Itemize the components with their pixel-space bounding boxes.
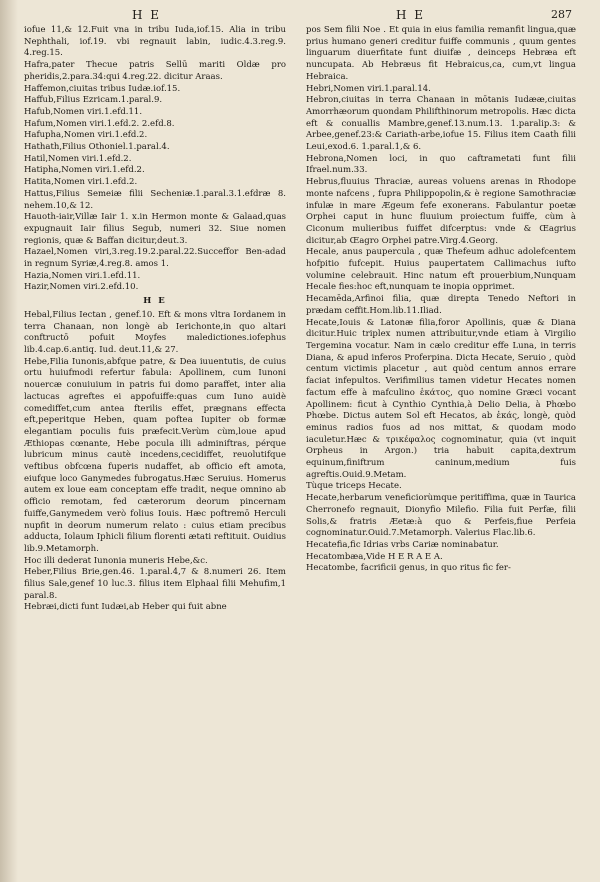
entry: Haffemon,ciuitas tribus Iudæ.iof.15. — [24, 83, 181, 94]
entry: Hecate,herbarum veneficiorùmque peritiffima, quæ in Taurica Cherronefo regnauit, Dionyfio Milefio. Filia fuit Perfæ, filii Solis,& fratris Æetæ:à quo & Perfeis,fiue Perfeia cognominatur.Ouid.7.Metamorph. Valerius Flac.lib.6. — [306, 493, 576, 539]
entry: Hoc illi dederat Iunonia muneris Hebe,&c. — [24, 555, 208, 566]
page-gutter-shadow — [0, 0, 18, 882]
right-column — [306, 25, 576, 575]
entry: Hafra,pater Thecue patris Sellū mariti Oldæ pro pheridis,2.para.34:qui 4.reg.22. dicitur Araas. — [24, 60, 286, 82]
entry: Hebræi,dicti funt Iudæi,ab Heber qui fuit abne — [24, 602, 227, 613]
entry: Hecatombæa,Vide H E R A E A. — [306, 551, 443, 562]
entry: Heber,Filius Brie,gen.46. 1.paral.4,7 & 8.numeri 26. Item filius Sale,genef 10 luc.3. filius item Elphaal filii Mehufim,1 paral.8. — [24, 567, 286, 601]
entry: Hafum,Nomen viri.1.efd.2. 2.efd.8. — [24, 118, 175, 129]
entry: Hecale, anus paupercula , quæ Thefeum adhuc adolefcentem hofpitio fufcepit. Huius paupertatem Callimachus iufto volumine celebrauit. Hinc natum eft prouerbium,Nunquam Hecale fies:hoc eft,nunquam te inopia opprimet. — [306, 247, 576, 293]
entry: iofue 11,& 12.Fuit vna in tribu Iuda,iof.15. Alia in tribu Nephthali, iof.19. vbi regnauit labin, iudic.4.3.reg.9. 4.reg.15. — [24, 25, 286, 59]
entry: Hatita,Nomen viri.1.efd.2. — [24, 177, 138, 188]
header-letter-right: H E — [396, 8, 426, 22]
entry: Hazir,Nomen viri.2.efd.10. — [24, 282, 139, 293]
entry: pos Sem filii Noe . Et quia in eius familia remanfit lingua,quæ prius humano generi creditur fuiffe communis , quum gentes linguarum diuerfitate funt diuifæ , deinceps Hebræa eft nuncupata. Ab Hebræus fit Hebraicus,ca, cum,vt lingua Hebraica. — [306, 25, 576, 82]
entry: Hathath,Filius Othoniel.1.paral.4. — [24, 142, 170, 153]
entry: Hecamēda,Arfinoi filia, quæ direpta Tenedo Neftori in prædam ceffit.Hom.lib.11.Iliad. — [306, 294, 576, 316]
entry: Hecate,Iouis & Latonæ filia,foror Apollinis, quæ & Diana dicitur.Huic triplex numen attribuitur,vnde etiam à Virgilio Tergemina vocatur. Nam in cælo creditur effe Luna, in terris Diana, & apud inferos Proferpina. Dicta Hecate, Seruio , quòd centum victimis placetur , aut quòd centum annos errare faciat infepultos. Verifimilius tamen videtur Hecates nomen factum effe à mafculino ἑκάτος, quo nomine Græci vocant Apollinem: ficut à Cynthio Cynthia,à Delio Delia, à Phœbo Phœbe. Dictus autem Sol eft Hecatos, ab ἑκάς, longè, quòd eminus radios fuos ad nos mittat, & quodam modo iaculetur.Hæc & τρικέφαλος cognominatur, quia (vt inquit Orpheus in Argon.) tria habuit capita,dextrum equinum,finiftrum caninum,medium fuis agreftis.Ouid.9.Metam. — [306, 317, 576, 480]
entry: Hauoth-iair,Villæ Iair 1. x.in Hermon monte & Galaad,quas expugnauit Iair filius Segub, numeri 32. Siue nomen regionis, quæ & Baffan dicitur,deut.3. — [24, 212, 286, 246]
entry: Hazael,Nomen viri,3.reg.19.2.paral.22.Succeffor Ben-adad in regnum Syriæ,4.reg.8. amos 1. — [24, 247, 286, 270]
entry: Hecatombe, facrificii genus, in quo ritus fic fer- — [306, 563, 511, 574]
entry: Hebal,Filius Iectan , genef.10. Eft & mons vltra Iordanem in terra Chanaan, non longè ab Ierichonte,in quo altari conftructō pofuit Moyfes maledictiones.iofephus lib.4.cap.6.antiq. Iud. deut.11,& 27. — [24, 309, 286, 355]
section-heading: H E — [143, 296, 167, 307]
entry: Hecatefia,fic Idrias vrbs Cariæ nominabatur. — [306, 539, 499, 550]
entry: Tùque triceps Hecate. — [306, 481, 402, 492]
entry: Hatipha,Nomen viri.1.efd.2. — [24, 165, 145, 176]
entry: Hebrona,Nomen loci, in quo caftrametati funt filii Ifrael.num.33. — [306, 153, 576, 176]
page-number: 287 — [551, 8, 572, 21]
left-column — [24, 25, 286, 614]
entry: Hafupha,Nomen viri.1.efd.2. — [24, 130, 148, 141]
entry: Hafub,Nomen viri.1.efd.11. — [24, 106, 143, 117]
entry: Hatil,Nomen viri.1.efd.2. — [24, 153, 132, 164]
entry: Hebron,ciuitas in terra Chanaan in mōtanis Iudææ,ciuitas Amorrhæorum quondam Philifthinorum metropolis. Hæc dicta eft & conuallis Mambre,genef.13.num.13. 1.paralip.3: & Arbee,genef.23:& Cariath-arbe,iofue 15. Filius item Caath filii Leui,exod.6. 1.paral.1,& 6. — [306, 95, 576, 153]
header-letter-left: H E — [132, 8, 162, 22]
entry: Haffub,Filius Ezricam.1.paral.9. — [24, 95, 163, 106]
entry: Hazia,Nomen viri.1.efd.11. — [24, 270, 141, 281]
entry: Hebe,Filia Iunonis,abfque patre, & Dea iuuentutis, de cuius ortu huiufmodi refertur fabula: Apollinem, cum Iunoni nouercæ conuiuium in patris fui domo paraffet, inter alia lactucas agreftes ei appofuiffe:quas cum Iuno auidè comediffet,cum antea fterilis effet, prægnans effecta eft,peperitque Heben, quam poftea Iupiter ob formæ elegantiam poculis fuis præfecit.Verùm cùm,loue apud Æthiopas cœnante, Hebe pocula illi adminiftras, pérque lubricum minus cautè incedens,cecidiffet, reuolutifque veftibus obfcœna fuperis nudaffet, ab officio eft amota, eiufque loco Ganymedes fubrogatus.Hæc Seruius. Homerus autem ex loue eam conceptam effe tradit, neque omnino ab officio remotam, fed cæterorum deorum pincernam fuiffe,Ganymedem verò folius Iouis. Hæc poftremō Herculi nupfit in deorum numerum relato : cuius etiam precibus adducta, Iolaum Iphicli filium florenti ætati reftituit. Ouidius lib.9.Metamorph. — [24, 356, 286, 554]
entry: Hebrus,fluuius Thraciæ, aureas voluens arenas in Rhodope monte nafcens , fupra Philippopolin,& è regione Samothraciæ infulæ in mare Ægeum fefe exonerans. Fabulantur poetæ Orphei caput in hunc fluuium proiectum fuiffe, cùm à Ciconum mulieribus fuiffet difcerptus: vnde & Œagrius dicitur,ab Œagro Orphei patre.Virg.4.Georg. — [306, 177, 576, 246]
entry: Hattus,Filius Semeiæ filii Secheniæ.1.paral.3.1.efdræ 8. nehem.10,& 12. — [24, 188, 286, 211]
entry: Hebri,Nomen viri.1.paral.14. — [306, 83, 431, 94]
